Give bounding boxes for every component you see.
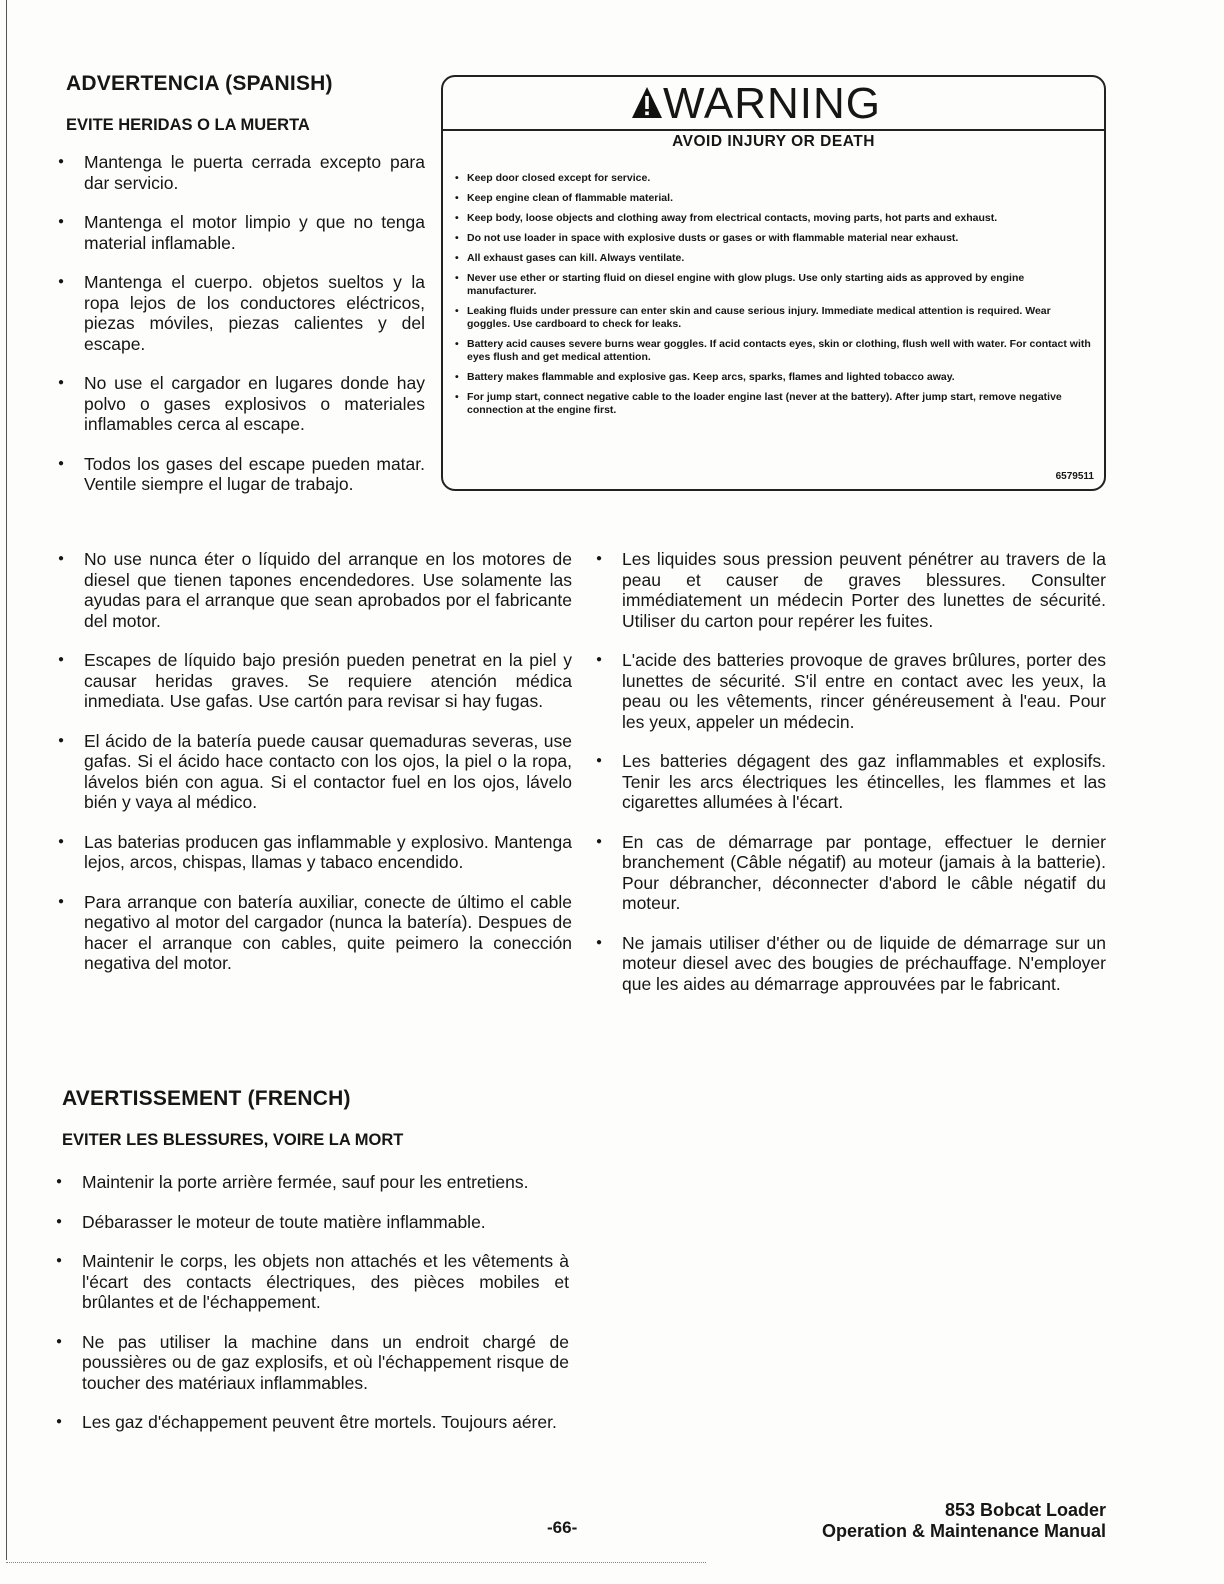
list-item: • Keep engine clean of flammable material. bbox=[453, 192, 1096, 205]
list-item: ● Les gaz d'échappement peuvent être mortels. Toujours aérer. bbox=[56, 1412, 569, 1433]
list-item: ● Les liquides sous pression peuvent pénétrer au travers de la peau et causer de graves blessures. Consulter immédiatement un médecin Porter des lunettes de sécurité. Utiliser du carton pour repérer les fuites. bbox=[596, 549, 1106, 631]
list-item: ● L'acide des batteries provoque de graves brûlures, porter des lunettes de sécurité. S'il entre en contact avec les yeux, la peau ou les vêtements, rincer généreusement à l'eau. Pour les yeux, appeler un médecin. bbox=[596, 650, 1106, 732]
page-edge bbox=[6, 0, 7, 1560]
list-item: ● Las baterias producen gas inflammable y explosivo. Mantenga lejos, arcos, chispas, llamas y tabaco encendido. bbox=[58, 832, 572, 873]
list-item: • For jump start, connect negative cable to the loader engine last (never at the battery). After jump start, remove negative connection at the engine first. bbox=[453, 391, 1096, 417]
list-item: ● Mantenga le puerta cerrada excepto para dar servicio. bbox=[58, 152, 425, 193]
list-item: • Battery acid causes severe burns wear goggles. If acid contacts eyes, skin or clothing, flush well with water. For contact with eyes flush and get medical attention. bbox=[453, 338, 1096, 364]
list-item: • Leaking fluids under pressure can enter skin and cause serious injury. Immediate medical attention is required. Wear goggles. Use cardboard to check for leaks. bbox=[453, 305, 1096, 331]
decal-title: WARNING bbox=[663, 79, 882, 128]
spanish-heading: ADVERTENCIA (SPANISH) bbox=[66, 72, 333, 95]
spanish-subheading: EVITE HERIDAS O LA MUERTA bbox=[66, 116, 310, 134]
list-item: • Never use ether or starting fluid on diesel engine with glow plugs. Use only starting aids as approved by engine manufacturer. bbox=[453, 272, 1096, 298]
spanish-list-bottom bbox=[58, 549, 572, 993]
warning-triangle-icon bbox=[631, 85, 663, 121]
list-item: • Keep door closed except for service. bbox=[453, 172, 1096, 185]
list-item: • Keep body, loose objects and clothing away from electrical contacts, moving parts, hot parts and exhaust. bbox=[453, 212, 1096, 225]
decal-part-number: 6579511 bbox=[1055, 471, 1094, 482]
list-item: ● Mantenga el cuerpo. objetos sueltos y la ropa lejos de los conductores eléctricos, piezas móviles, piezas calientes y del escape. bbox=[58, 272, 425, 354]
list-item: ● Para arranque con batería auxiliar, conecte de último el cable negativo al motor del cargador (nunca la batería). Despues de hacer el arranque con cables, quite peimero la conección negativa del motor. bbox=[58, 892, 572, 974]
list-item: ● No use el cargador en lugares donde hay polvo o gases explosivos o materiales inflamables cerca al escape. bbox=[58, 373, 425, 435]
list-item: ● Maintenir la porte arrière fermée, sauf pour les entretiens. bbox=[56, 1172, 569, 1193]
list-item: ● No use nunca éter o líquido del arranque en los motores de diesel que tienen tapones encendedores. Use solamente las ayudas para el arranque que sean aprobados por el fabricante del motor. bbox=[58, 549, 572, 631]
french-subheading: EVITER LES BLESSURES, VOIRE LA MORT bbox=[62, 1131, 404, 1149]
footer-title bbox=[822, 1500, 1106, 1542]
decal-subtitle: AVOID INJURY OR DEATH bbox=[672, 133, 875, 150]
list-item: ● Escapes de líquido bajo presión pueden penetrat en la piel y causar heridas graves. Se requiere atención médica inmediata. Use gafas. Use cartón para revisar si hay fugas. bbox=[58, 650, 572, 712]
list-item: ● Maintenir le corps, les objets non attachés et les vêtements à l'écart des contacts électriques, des pièces mobiles et brûlantes et de l'échappement. bbox=[56, 1251, 569, 1313]
list-item: ● En cas de démarrage par pontage, effectuer le dernier branchement (Câble négatif) au moteur (jamais à la batterie). Pour débrancher, déconnecter d'abord le câble négatif du moteur. bbox=[596, 832, 1106, 914]
list-item: ● Débarasser le moteur de toute matière inflammable. bbox=[56, 1212, 569, 1233]
decal-list bbox=[453, 172, 1096, 424]
footer-line-1: 853 Bobcat Loader bbox=[944, 1500, 1106, 1520]
list-item: • All exhaust gases can kill. Always ventilate. bbox=[453, 252, 1096, 265]
list-item: ● Les batteries dégagent des gaz inflammables et explosifs. Tenir les arcs électriques les étincelles, les flammes et las cigarettes allumées à l'écart. bbox=[596, 751, 1106, 813]
page-edge-bottom bbox=[6, 1562, 706, 1563]
french-list-bottom bbox=[56, 1172, 569, 1452]
list-item: ● Todos los gases del escape pueden matar. Ventile siempre el lugar de trabajo. bbox=[58, 454, 425, 495]
decal-header bbox=[443, 77, 1104, 131]
page-number: -66- bbox=[547, 1518, 578, 1537]
list-item: • Do not use loader in space with explosive dusts or gases or with flammable material near exhaust. bbox=[453, 232, 1096, 245]
warning-decal bbox=[441, 75, 1106, 491]
list-item: ● Ne jamais utiliser d'éther ou de liquide de démarrage sur un moteur diesel avec des bougies de préchauffage. N'employer que les aides au démarrage approuvées par le fabricant. bbox=[596, 933, 1106, 995]
french-list-right bbox=[596, 549, 1106, 1013]
french-heading: AVERTISSEMENT (FRENCH) bbox=[62, 1087, 351, 1110]
list-item: ● Mantenga el motor limpio y que no tenga material inflamable. bbox=[58, 212, 425, 253]
footer-line-2: Operation & Maintenance Manual bbox=[821, 1521, 1106, 1541]
list-item: ● El ácido de la batería puede causar quemaduras severas, use gafas. Si el ácido hace contacto con los ojos, la piel o la ropa, lávelos bién con agua. Si el contactor fuel en los ojos, lávelo bién y vaya al médico. bbox=[58, 731, 572, 813]
spanish-list-top bbox=[58, 152, 425, 514]
list-item: • Battery makes flammable and explosive gas. Keep arcs, sparks, flames and lighted tobacco away. bbox=[453, 371, 1096, 384]
list-item: ● Ne pas utiliser la machine dans un endroit chargé de poussières ou de gaz explosifs, et où l'échappement risque de toucher des matériaux inflammables. bbox=[56, 1332, 569, 1394]
